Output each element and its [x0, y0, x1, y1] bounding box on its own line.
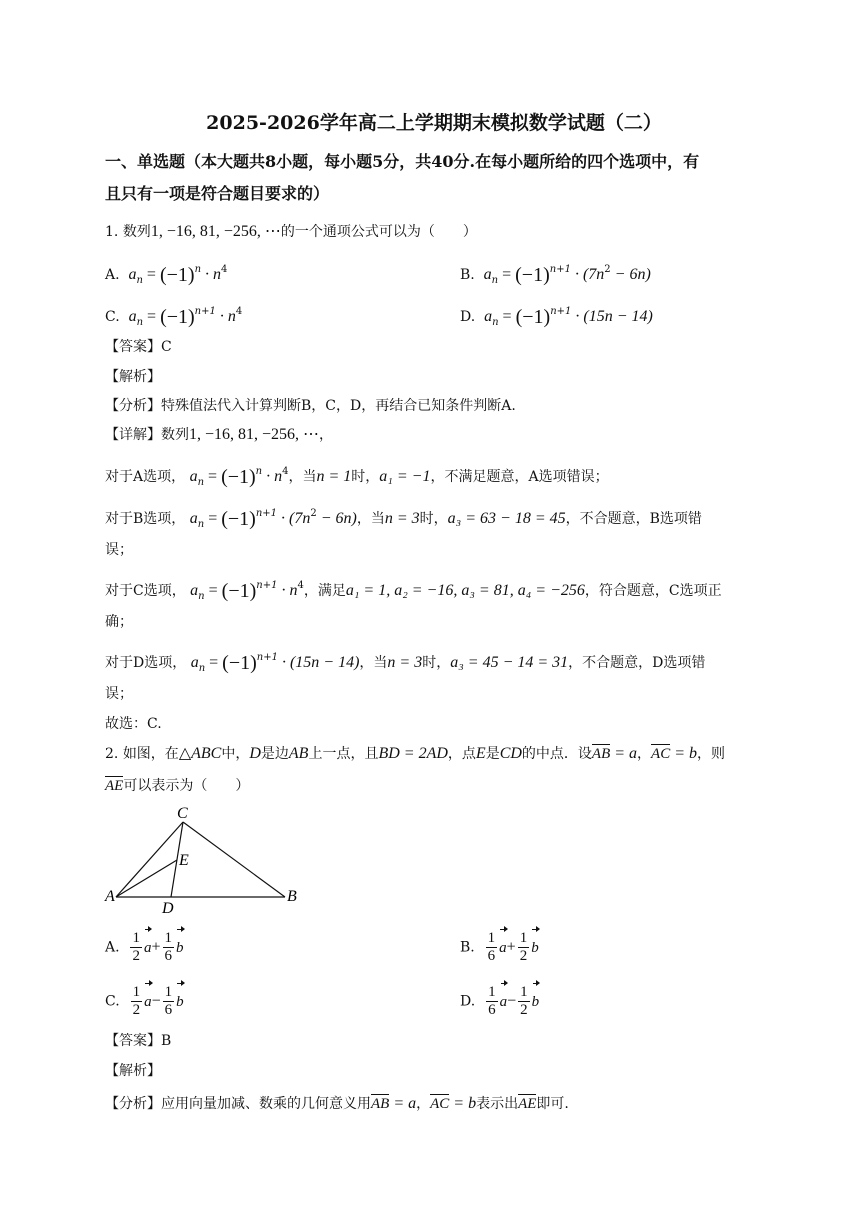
- formula-var: a: [483, 266, 492, 283]
- frac-den: 6: [488, 1002, 496, 1018]
- formula-exp: n+1: [549, 264, 571, 275]
- formula-tail: − 6n): [316, 510, 357, 527]
- formula-exp: n+1: [550, 306, 572, 317]
- q2-option-d[interactable]: [460, 984, 539, 1019]
- option-label: A.: [105, 267, 120, 283]
- side-bc: [183, 822, 285, 897]
- q1-detail-a: [105, 462, 609, 493]
- vector-a: a: [144, 985, 152, 1019]
- q1-fenxi: 【分析】特殊值法代入计算判断B，C，D，再结合已知条件判断A.: [105, 398, 516, 414]
- frac-num: 1: [487, 930, 496, 946]
- vector-b: b: [176, 985, 184, 1019]
- stem-text: ，点: [447, 746, 476, 762]
- vector-a: a: [500, 985, 508, 1019]
- option-label: B.: [460, 267, 475, 283]
- q1-choose: 故选：C.: [105, 716, 162, 732]
- q2-option-a[interactable]: [105, 930, 184, 965]
- detail-mid: ，当: [288, 469, 317, 485]
- q2-option-b[interactable]: [460, 930, 539, 965]
- formula-eq: =: [204, 582, 222, 599]
- stem-text: 是边: [260, 746, 289, 762]
- formula-base: (−1): [515, 264, 550, 286]
- formula-base: (−1): [221, 580, 257, 602]
- q1-answer: 【答案】C: [105, 339, 172, 355]
- frac-num: 1: [132, 984, 141, 1000]
- formula-base: (−1): [222, 652, 257, 674]
- option-label: B.: [460, 939, 475, 956]
- formula-sub: n: [197, 519, 205, 530]
- vector-ae: AE: [518, 1096, 537, 1112]
- vector-eq: = a: [610, 745, 638, 762]
- q2-answer: 【答案】B: [105, 1033, 172, 1049]
- label-d: D: [162, 900, 174, 917]
- stem-segment: CD: [499, 745, 522, 762]
- formula-rest-exp: 4: [235, 306, 243, 317]
- detail-value: a₃ = 45 − 14 = 31: [450, 654, 569, 671]
- vector-a: a: [499, 931, 507, 965]
- xiangjie-seq: 1, −16, 81, −256, ⋯: [189, 426, 320, 443]
- formula-exp: n+1: [256, 652, 278, 663]
- page-title: 2025-2026学年高二上学期期末模拟数学试题（二）: [206, 112, 662, 134]
- formula-exp: n+1: [255, 508, 278, 519]
- formula-base: (−1): [160, 306, 195, 328]
- formula-rest: · (7n: [570, 266, 605, 283]
- formula-var: a: [128, 308, 137, 325]
- vector-b: b: [532, 985, 540, 1019]
- formula-rest-exp: 2: [310, 508, 317, 519]
- fraction: [163, 930, 175, 965]
- fenxi-text: 表示出: [476, 1096, 519, 1112]
- formula-eq: =: [204, 510, 222, 527]
- label-e: E: [179, 852, 189, 869]
- q2-analysis-heading: 【解析】: [105, 1063, 161, 1079]
- vector-eq: = b: [449, 1095, 477, 1112]
- formula-rest-exp: 4: [282, 466, 289, 477]
- formula-var: a: [189, 510, 198, 527]
- formula-var: a: [484, 308, 493, 325]
- operator: +: [151, 938, 161, 956]
- formula-sub: n: [198, 591, 205, 602]
- detail-mid: ，满足: [303, 583, 346, 599]
- option-label: C.: [105, 309, 120, 325]
- q1-option-b[interactable]: [460, 260, 651, 291]
- fraction: [486, 930, 498, 965]
- formula-rest: · n: [215, 308, 236, 325]
- formula-base: (−1): [221, 466, 256, 488]
- fraction: [486, 984, 498, 1019]
- label-c: C: [177, 805, 188, 822]
- vector-b: b: [531, 931, 539, 965]
- detail-value: a₁ = −1: [379, 468, 431, 485]
- detail-cond: n = 1: [316, 468, 352, 485]
- q2-fenxi: [105, 1094, 569, 1114]
- formula-sub: n: [198, 663, 206, 674]
- q1-sequence: 1, −16, 81, −256, ⋯: [150, 223, 281, 240]
- operator: +: [506, 938, 516, 956]
- segment-ae: [116, 860, 177, 897]
- formula-var: a: [190, 582, 199, 599]
- formula-exp: n+1: [194, 306, 216, 317]
- q1-option-a[interactable]: [105, 260, 227, 291]
- fraction: [163, 984, 175, 1019]
- stem-text: ，: [637, 746, 652, 762]
- q1-detail-d: [105, 648, 705, 679]
- frac-den: 2: [519, 948, 528, 964]
- detail-cond: n = 3: [387, 654, 423, 671]
- fraction: [518, 984, 530, 1019]
- frac-num: 1: [132, 930, 140, 946]
- frac-den: 6: [487, 948, 496, 964]
- formula-exp: n: [255, 466, 263, 477]
- frac-den: 6: [164, 1002, 173, 1018]
- formula-rest: · n: [277, 582, 298, 599]
- stem-point: D: [249, 745, 261, 762]
- vector-a: a: [144, 931, 152, 965]
- detail-suffix: ，不合题意，D选项错: [568, 655, 706, 671]
- formula-tail: − 6n): [610, 266, 651, 283]
- detail-prefix: 对于D选项，: [105, 655, 187, 671]
- operator: −: [151, 992, 161, 1010]
- frac-den: 2: [520, 1002, 528, 1018]
- stem-text: 中，: [221, 746, 250, 762]
- formula-eq: =: [498, 266, 516, 283]
- formula-sub: n: [197, 477, 205, 488]
- frac-num: 1: [164, 930, 172, 946]
- frac-num: 1: [488, 984, 496, 1000]
- vector-ac: AC: [430, 1096, 450, 1112]
- detail-suffix: ，不满足题意，A选项错误；: [430, 469, 609, 485]
- q1-option-c[interactable]: [105, 302, 242, 333]
- detail-value: a₃ = 63 − 18 = 45: [447, 510, 566, 527]
- label-a: A: [105, 888, 115, 905]
- vector-eq: = b: [670, 745, 698, 762]
- formula-rest-exp: 4: [297, 580, 304, 591]
- formula-sub: n: [492, 317, 499, 328]
- stem-text: 的中点．设: [521, 746, 592, 762]
- detail-cond: n = 3: [384, 510, 420, 527]
- q2-stem: [105, 744, 725, 764]
- vector-ab: AB: [591, 746, 611, 762]
- detail-mid: ，当: [356, 511, 385, 527]
- option-label: C.: [105, 993, 120, 1010]
- fraction: [518, 930, 530, 965]
- formula-rest: · (7n: [277, 510, 311, 527]
- vector-b: b: [176, 931, 184, 965]
- option-label: A.: [105, 939, 120, 956]
- stem-text: 可以表示为（ ）: [123, 778, 250, 794]
- formula-exp: n+1: [256, 580, 278, 591]
- triangle-figure: [100, 800, 320, 925]
- xiangjie-prefix: 【详解】数列: [105, 427, 189, 443]
- stem-text: 如图，在: [122, 746, 179, 762]
- label-b: B: [287, 888, 297, 905]
- stem-triangle: △ABC: [178, 745, 222, 762]
- q1-analysis-heading: 【解析】: [105, 369, 161, 385]
- formula-sub: n: [136, 275, 143, 286]
- formula-rest-exp: 4: [221, 264, 228, 275]
- fenxi-text: ，: [416, 1096, 431, 1112]
- section-heading-line2: 且只有一项是符合题目要求的）: [105, 184, 330, 203]
- frac-num: 1: [519, 930, 528, 946]
- formula-rest: · n: [201, 266, 222, 283]
- stem-text: ，则: [697, 746, 726, 762]
- formula-eq: =: [142, 266, 160, 283]
- q1-number: 1.: [105, 224, 119, 240]
- formula-eq: =: [205, 654, 223, 671]
- fenxi-text: 即可.: [536, 1096, 569, 1112]
- q1-stem-suffix: 的一个通项公式可以为（ ）: [280, 224, 477, 240]
- q1-detail-b-wrap: 误；: [105, 542, 133, 558]
- q1-detail-b: [105, 504, 702, 535]
- formula-var: a: [190, 654, 199, 671]
- detail-prefix: 对于B选项，: [105, 511, 186, 527]
- q1-detail-c-wrap: 确；: [105, 614, 133, 630]
- q1-stem: [105, 222, 477, 242]
- section-heading-line1: 一、单选题（本大题共8小题，每小题5分，共40分.在每小题所给的四个选项中，有: [105, 152, 700, 171]
- vector-eq: = a: [389, 1095, 417, 1112]
- formula-eq: =: [498, 308, 516, 325]
- formula-var: a: [189, 468, 198, 485]
- stem-segment: AB: [288, 745, 309, 762]
- frac-num: 1: [164, 984, 173, 1000]
- vector-ac: AC: [651, 746, 671, 762]
- formula-rest-exp: 2: [604, 264, 611, 275]
- detail-when: 时，: [351, 469, 380, 485]
- formula-exp: n: [194, 264, 202, 275]
- fraction: [131, 984, 143, 1019]
- stem-text: 是: [485, 746, 500, 762]
- vector-ab: AB: [371, 1096, 390, 1112]
- detail-when: 时，: [419, 511, 448, 527]
- detail-prefix: 对于A选项，: [105, 469, 186, 485]
- formula-base: (−1): [221, 508, 256, 530]
- frac-num: 1: [520, 984, 528, 1000]
- q2-stem-wrap: [105, 776, 249, 796]
- detail-suffix: ，符合题意，C选项正: [584, 583, 722, 599]
- formula-rest: · (15n − 14): [571, 308, 653, 325]
- detail-prefix: 对于C选项，: [105, 583, 186, 599]
- stem-point: E: [475, 745, 486, 762]
- frac-den: 2: [132, 948, 140, 964]
- option-label: D.: [460, 309, 476, 325]
- stem-text: 上一点，且: [308, 746, 379, 762]
- detail-value: a₁ = 1, a₂ = −16, a₃ = 81, a₄ = −256: [345, 582, 585, 599]
- stem-relation: BD = 2AD: [378, 745, 448, 762]
- formula-sub: n: [136, 317, 144, 328]
- formula-rest: · (15n − 14): [277, 654, 360, 671]
- formula-rest: · n: [262, 468, 283, 485]
- q1-detail-c: [105, 576, 722, 607]
- option-label: D.: [460, 993, 476, 1010]
- fraction: [130, 930, 142, 965]
- q2-option-c[interactable]: [105, 984, 184, 1019]
- operator: −: [507, 992, 517, 1010]
- q1-option-d[interactable]: [460, 302, 653, 333]
- formula-sub: n: [491, 275, 499, 286]
- detail-suffix: ，不合题意，B选项错: [565, 511, 702, 527]
- detail-when: 时，: [422, 655, 451, 671]
- formula-base: (−1): [159, 264, 195, 286]
- xiangjie-suffix: ，: [319, 427, 334, 443]
- vector-ae: AE: [105, 778, 124, 794]
- q2-number: 2.: [105, 746, 119, 762]
- frac-den: 6: [164, 948, 172, 964]
- q1-xiangjie: [105, 425, 333, 445]
- fenxi-text: 【分析】应用向量加减、数乘的几何意义用: [105, 1096, 371, 1112]
- frac-den: 2: [132, 1002, 141, 1018]
- formula-base: (−1): [515, 306, 551, 328]
- formula-eq: =: [204, 468, 222, 485]
- formula-var: a: [128, 266, 137, 283]
- detail-mid: ，当: [359, 655, 388, 671]
- q1-detail-d-wrap: 误；: [105, 686, 133, 702]
- formula-eq: =: [143, 308, 161, 325]
- q1-stem-prefix: 数列: [122, 224, 151, 240]
